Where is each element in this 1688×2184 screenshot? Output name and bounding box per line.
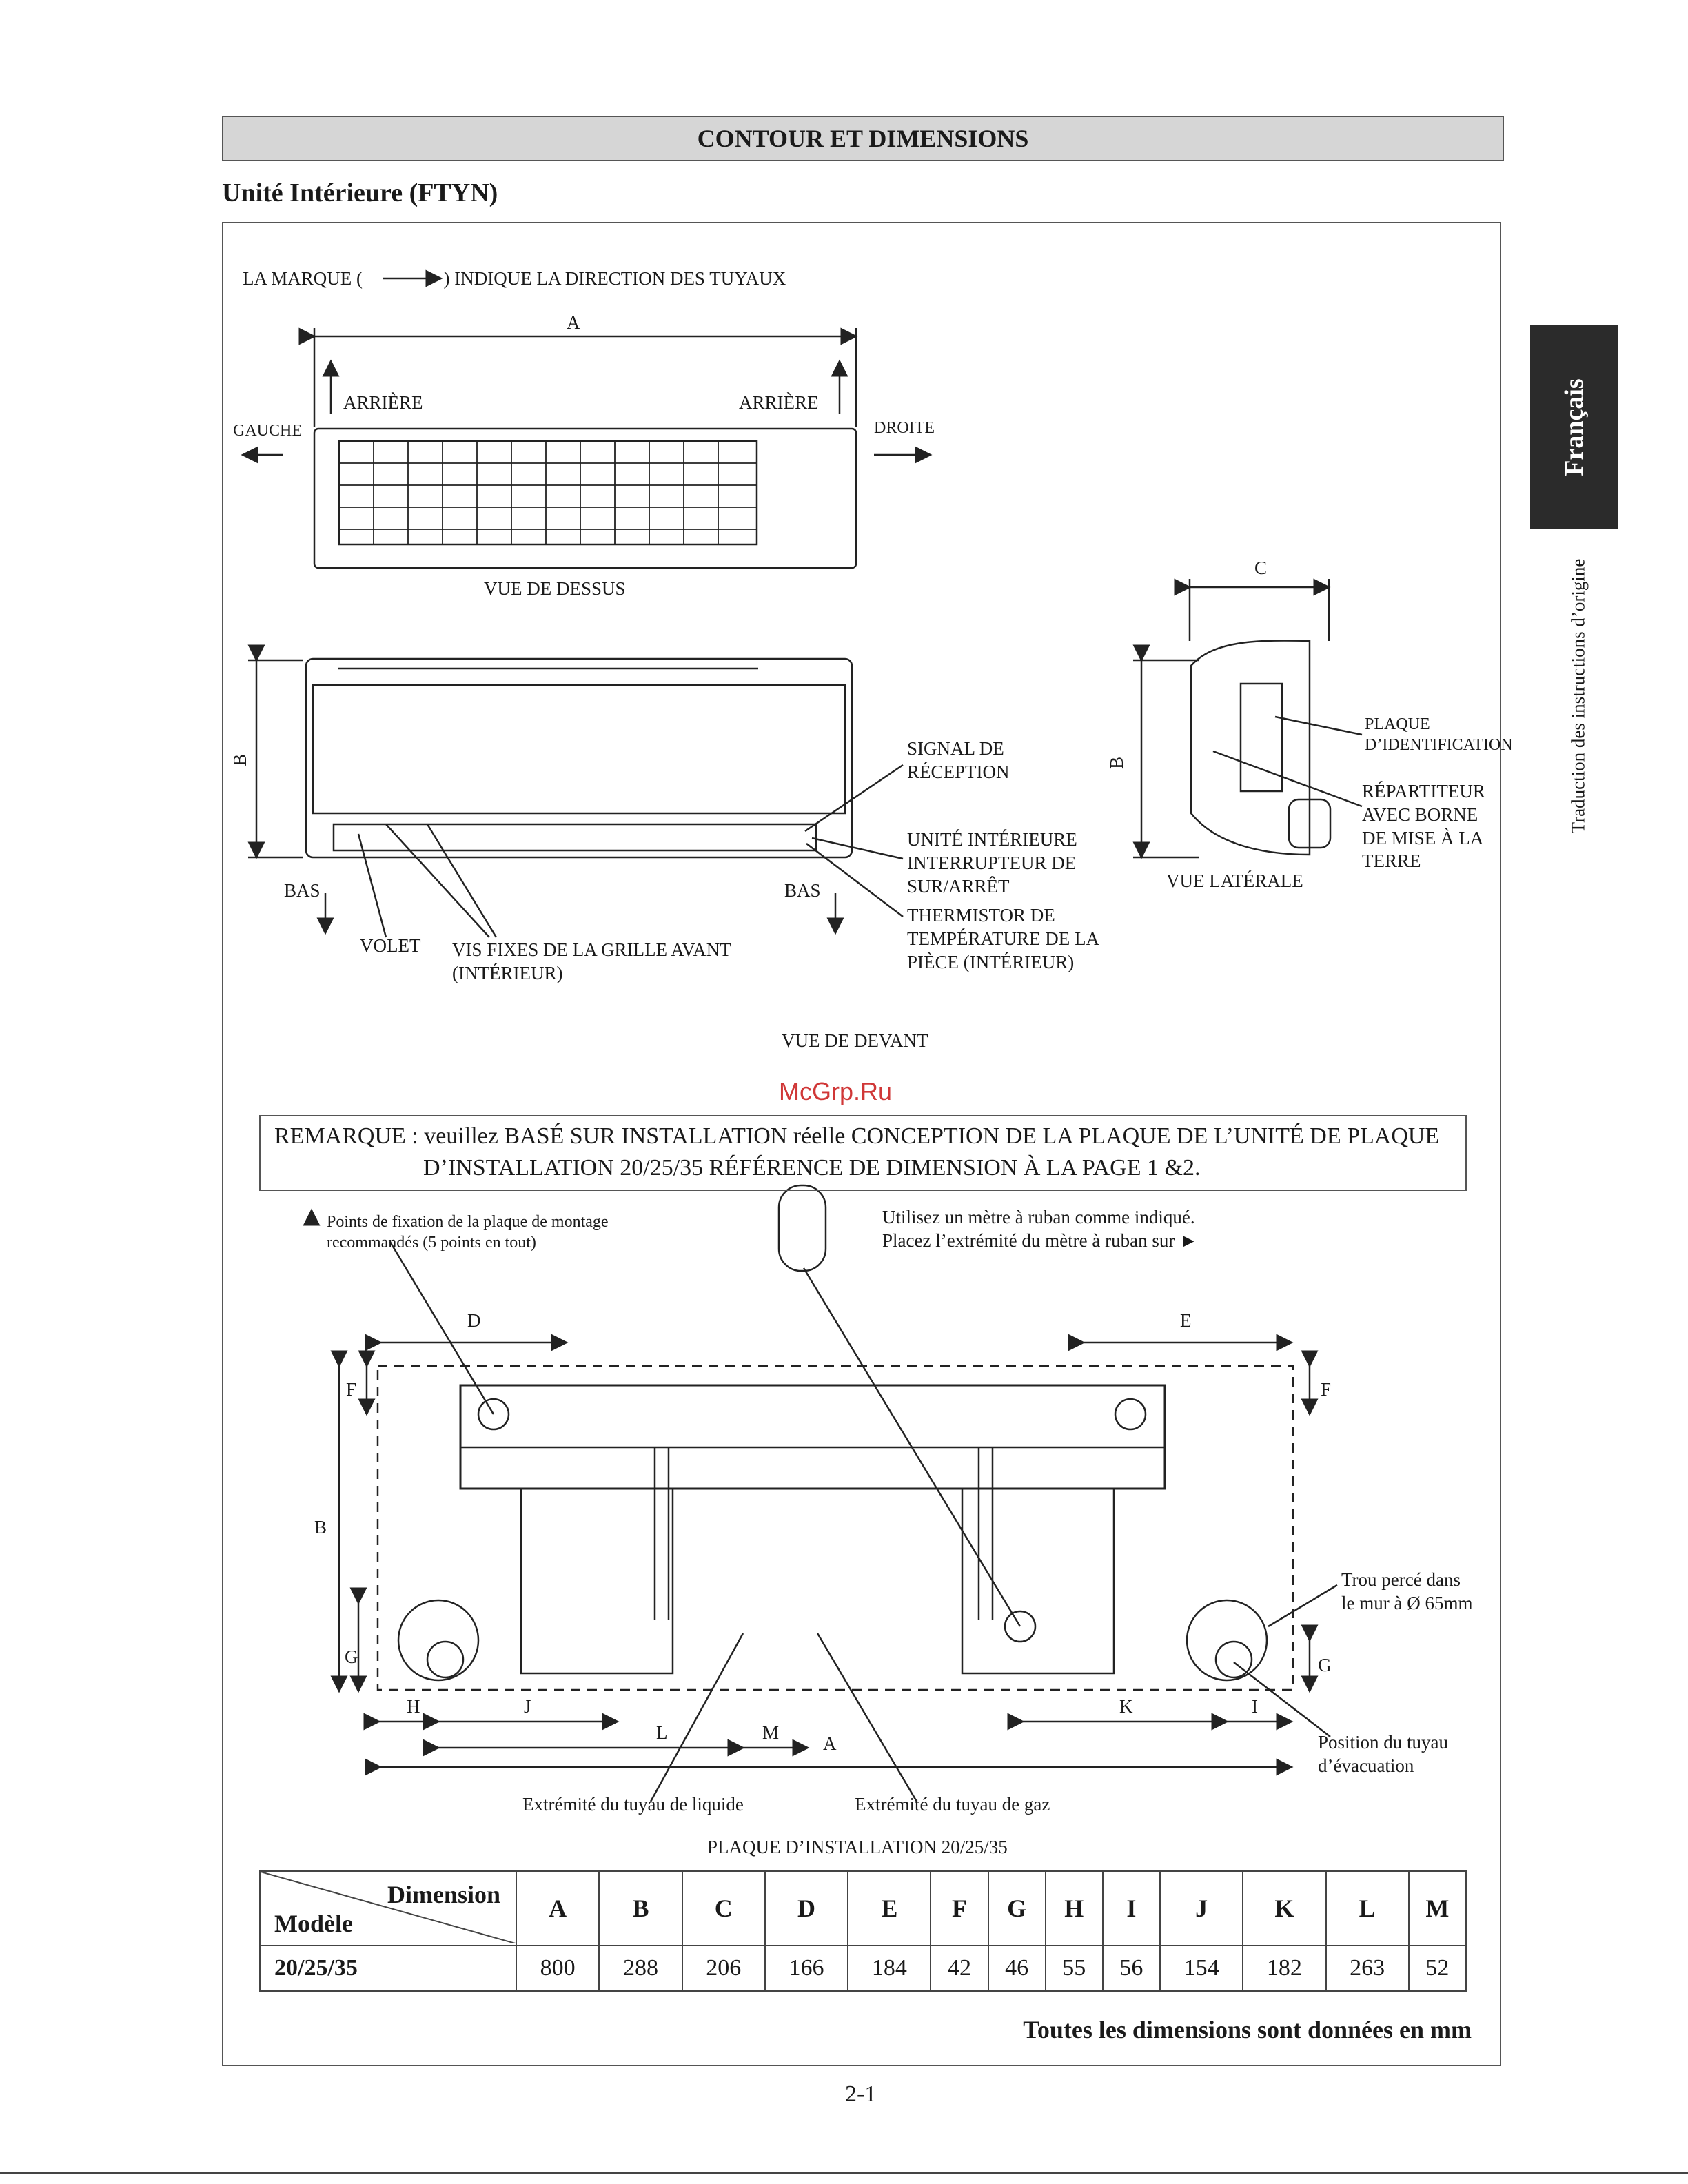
label-fixing-points: Points de fixation de la plaque de montage recommandés (5 points en tout) bbox=[327, 1213, 609, 1252]
units-note: Toutes les dimensions sont données en mm bbox=[1023, 2016, 1472, 2043]
label-plate-k: K bbox=[1119, 1696, 1133, 1717]
pipe-direction-caption bbox=[243, 267, 786, 291]
top-view-unit bbox=[314, 429, 856, 568]
watermark: McGrp.Ru bbox=[779, 1077, 893, 1105]
label-plate-l: L bbox=[656, 1722, 668, 1743]
label-nameplate: PLAQUE D’IDENTIFICATION bbox=[1365, 715, 1513, 754]
table-cell: 166 bbox=[765, 1946, 848, 1991]
right-wall-hole bbox=[1187, 1600, 1267, 1680]
caption-suffix: ) INDIQUE LA DIRECTION DES TUYAUX bbox=[443, 268, 786, 289]
table-cell: 206 bbox=[682, 1946, 765, 1991]
label-rear-right: ARRIÈRE bbox=[739, 392, 819, 413]
table-corner-cell bbox=[260, 1871, 516, 1946]
label-plate-e: E bbox=[1180, 1310, 1192, 1331]
label-plate-g2: G bbox=[1318, 1655, 1332, 1675]
label-signal: SIGNAL DE RÉCEPTION bbox=[907, 738, 1010, 782]
label-indoor-switch: UNITÉ INTÉRIEURE INTERRUPTEUR DE SUR/ARRÊT bbox=[907, 829, 1077, 897]
label-plate-f2: F bbox=[1321, 1379, 1332, 1400]
column-header: B bbox=[599, 1871, 682, 1946]
label-drain: Position du tuyau d’évacuation bbox=[1318, 1732, 1449, 1776]
section-title: Unité Intérieure (FTYN) bbox=[222, 178, 498, 207]
label-tape-hint: Utilisez un mètre à ruban comme indiqué. Placez l’extrémité du mètre à ruban sur ► bbox=[882, 1207, 1198, 1251]
page-number: 2-1 bbox=[845, 2081, 877, 2107]
left-wall-hole bbox=[398, 1600, 478, 1680]
side-view-caption: VUE LATÉRALE bbox=[1166, 870, 1303, 891]
label-bottom-left: BAS bbox=[284, 880, 321, 901]
plate-outline bbox=[378, 1366, 1293, 1690]
column-header: M bbox=[1409, 1871, 1466, 1946]
side-note-text: Traduction des instructions d’origine bbox=[1567, 558, 1589, 834]
label-bottom-right: BAS bbox=[784, 880, 821, 901]
label-wall-hole: Trou percé dans le mur à Ø 65mm bbox=[1341, 1569, 1473, 1613]
column-header: C bbox=[682, 1871, 765, 1946]
label-left: GAUCHE bbox=[233, 422, 302, 440]
label-screws: VIS FIXES DE LA GRILLE AVANT (INTÉRIEUR) bbox=[452, 939, 731, 983]
plate-caption: PLAQUE D’INSTALLATION 20/25/35 bbox=[707, 1837, 1008, 1857]
language-tab-label: Français bbox=[1560, 378, 1589, 476]
table-cell: 42 bbox=[931, 1946, 988, 1991]
front-view-caption: VUE DE DEVANT bbox=[782, 1030, 928, 1051]
table-cell: 46 bbox=[988, 1946, 1046, 1991]
label-plate-i: I bbox=[1252, 1696, 1258, 1717]
label-rear-left: ARRIÈRE bbox=[343, 392, 423, 413]
plate-left-bracket bbox=[521, 1489, 673, 1673]
label-dim-b-front: B bbox=[230, 753, 251, 766]
label-flap: VOLET bbox=[360, 935, 421, 956]
label-plate-m: M bbox=[762, 1722, 780, 1743]
page-title: CONTOUR ET DIMENSIONS bbox=[222, 116, 1504, 161]
column-header: L bbox=[1326, 1871, 1409, 1946]
remark-line-2: D’INSTALLATION 20/25/35 RÉFÉRENCE DE DIMENSION À LA PAGE 1 &2. bbox=[423, 1155, 1201, 1181]
label-plate-d: D bbox=[467, 1310, 481, 1331]
table-cell: 154 bbox=[1160, 1946, 1243, 1991]
header-dimension: Dimension bbox=[387, 1881, 500, 1908]
table-cell: 263 bbox=[1326, 1946, 1409, 1991]
table-cell: 52 bbox=[1409, 1946, 1466, 1991]
column-header: F bbox=[931, 1871, 988, 1946]
remark-line-1: REMARQUE : veuillez BASÉ SUR INSTALLATION réelle CONCEPTION DE LA PLAQUE DE L’UNITÉ DE PLAQUE bbox=[274, 1123, 1440, 1149]
table-cell: 800 bbox=[516, 1946, 599, 1991]
label-gas-pipe: Extrémité du tuyau de gaz bbox=[855, 1794, 1050, 1815]
label-dim-a: A bbox=[567, 312, 580, 333]
label-terminal: RÉPARTITEUR AVEC BORNE DE MISE À LA TERRE bbox=[1362, 781, 1485, 872]
label-plate-a: A bbox=[823, 1733, 837, 1754]
top-view-caption: VUE DE DESSUS bbox=[484, 578, 626, 599]
remark-box bbox=[259, 1115, 1467, 1191]
label-plate-b: B bbox=[314, 1517, 327, 1538]
table-cell: 55 bbox=[1046, 1946, 1103, 1991]
bottom-rule bbox=[0, 2172, 1688, 2174]
label-dim-c: C bbox=[1254, 558, 1268, 578]
column-header: J bbox=[1160, 1871, 1243, 1946]
table-row bbox=[260, 1946, 1466, 1991]
top-view-grille bbox=[339, 441, 757, 544]
column-header: A bbox=[516, 1871, 599, 1946]
label-dim-b-side: B bbox=[1106, 756, 1128, 769]
plate-right-bracket bbox=[962, 1489, 1114, 1673]
dimension-table bbox=[259, 1870, 1467, 1992]
label-plate-f1: F bbox=[346, 1379, 357, 1400]
table-cell: 182 bbox=[1243, 1946, 1325, 1991]
table-cell: 288 bbox=[599, 1946, 682, 1991]
table-cell: 56 bbox=[1103, 1946, 1160, 1991]
column-header: D bbox=[765, 1871, 848, 1946]
label-right: DROITE bbox=[874, 419, 935, 437]
table-cell: 184 bbox=[848, 1946, 931, 1991]
column-header: G bbox=[988, 1871, 1046, 1946]
column-header: K bbox=[1243, 1871, 1325, 1946]
label-liquid-pipe: Extrémité du tuyau de liquide bbox=[522, 1794, 744, 1815]
caption-prefix: LA MARQUE ( bbox=[243, 268, 363, 289]
label-plate-h: H bbox=[407, 1696, 420, 1717]
label-plate-j: J bbox=[524, 1696, 531, 1717]
label-plate-g1: G bbox=[345, 1646, 358, 1667]
mounting-plate bbox=[460, 1385, 1165, 1489]
column-header: H bbox=[1046, 1871, 1103, 1946]
side-view-unit bbox=[1191, 640, 1310, 855]
column-header: E bbox=[848, 1871, 931, 1946]
row-model: 20/25/35 bbox=[260, 1946, 516, 1991]
column-header: I bbox=[1103, 1871, 1160, 1946]
table-header-row bbox=[260, 1871, 1466, 1946]
label-thermistor: THERMISTOR DE TEMPÉRATURE DE LA PIÈCE (INTÉRIEUR) bbox=[907, 905, 1099, 972]
header-model: Modèle bbox=[274, 1910, 353, 1937]
